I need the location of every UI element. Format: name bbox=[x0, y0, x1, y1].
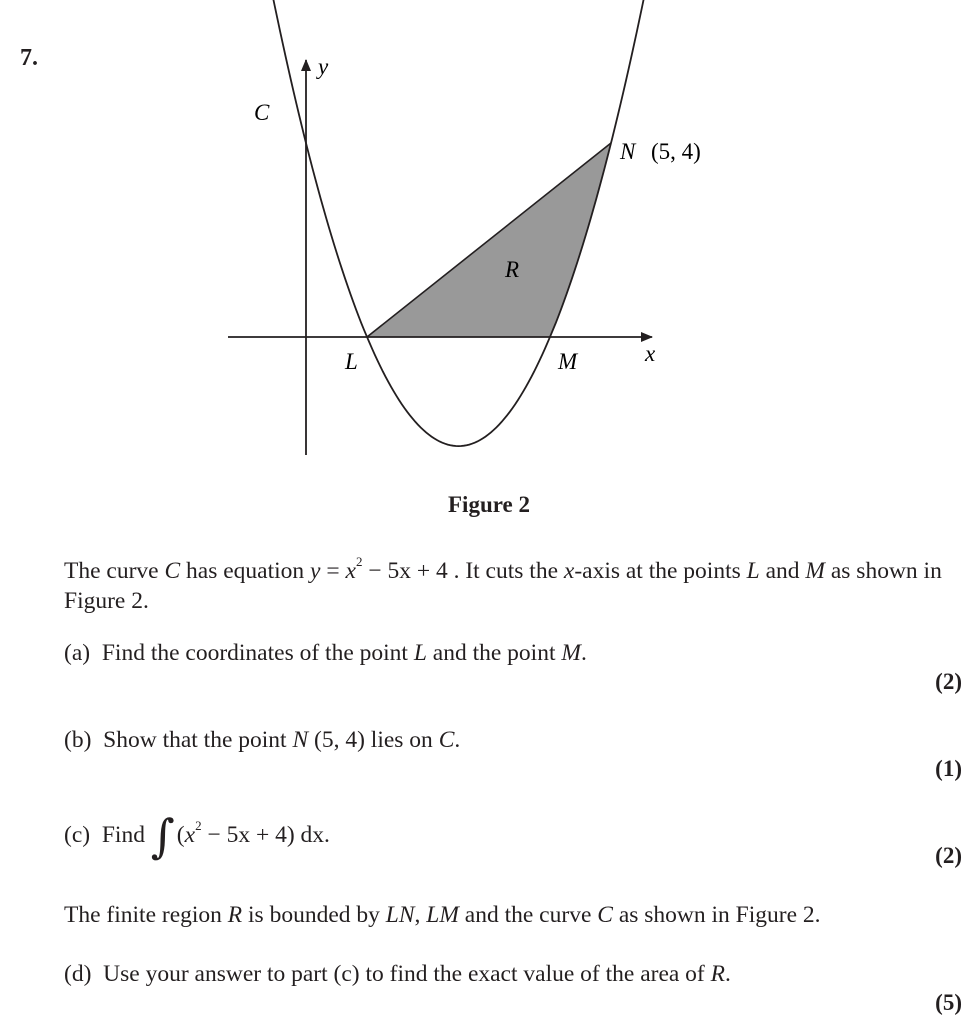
part-b-text: (b) Show that the point N (5, 4) lies on C. bbox=[64, 727, 461, 753]
part-d-marks: (5) bbox=[935, 990, 962, 1015]
region-r-label: R bbox=[505, 257, 520, 282]
part-a-text: (a) Find the coordinates of the point L and the point M. bbox=[64, 640, 587, 666]
part-b-marks: (1) bbox=[935, 756, 962, 781]
integral-sign: ∫ bbox=[150, 809, 175, 863]
point-n-label: N bbox=[620, 139, 636, 164]
point-l-label: L bbox=[345, 349, 358, 374]
part-d-text: (d) Use your answer to part (c) to find the exact value of the area of R. bbox=[64, 961, 731, 987]
region-description: The finite region R is bounded by LN, LM and the curve C as shown in Figure 2. bbox=[64, 902, 821, 928]
figure-2 bbox=[0, 0, 978, 480]
figure-caption: Figure 2 bbox=[448, 492, 530, 517]
part-c-marks: (2) bbox=[935, 843, 962, 868]
part-c-text: (c) Find $\int(x^2 - 5x + 4)$ dx. bbox=[64, 809, 330, 863]
y-axis-label: y bbox=[318, 54, 329, 79]
point-n-coords: (5, 4) bbox=[651, 139, 701, 164]
point-m-label: M bbox=[558, 349, 578, 374]
question-number: 7. bbox=[20, 45, 38, 71]
curve-c-label: C bbox=[254, 100, 270, 125]
part-a-marks: (2) bbox=[935, 669, 962, 694]
intro-paragraph: The curve C has equation $y = x^2 - 5x + 4$ . It cuts the x-axis at the points L and M as shown in Figure 2. bbox=[64, 554, 942, 614]
x-axis-label: x bbox=[645, 341, 656, 366]
